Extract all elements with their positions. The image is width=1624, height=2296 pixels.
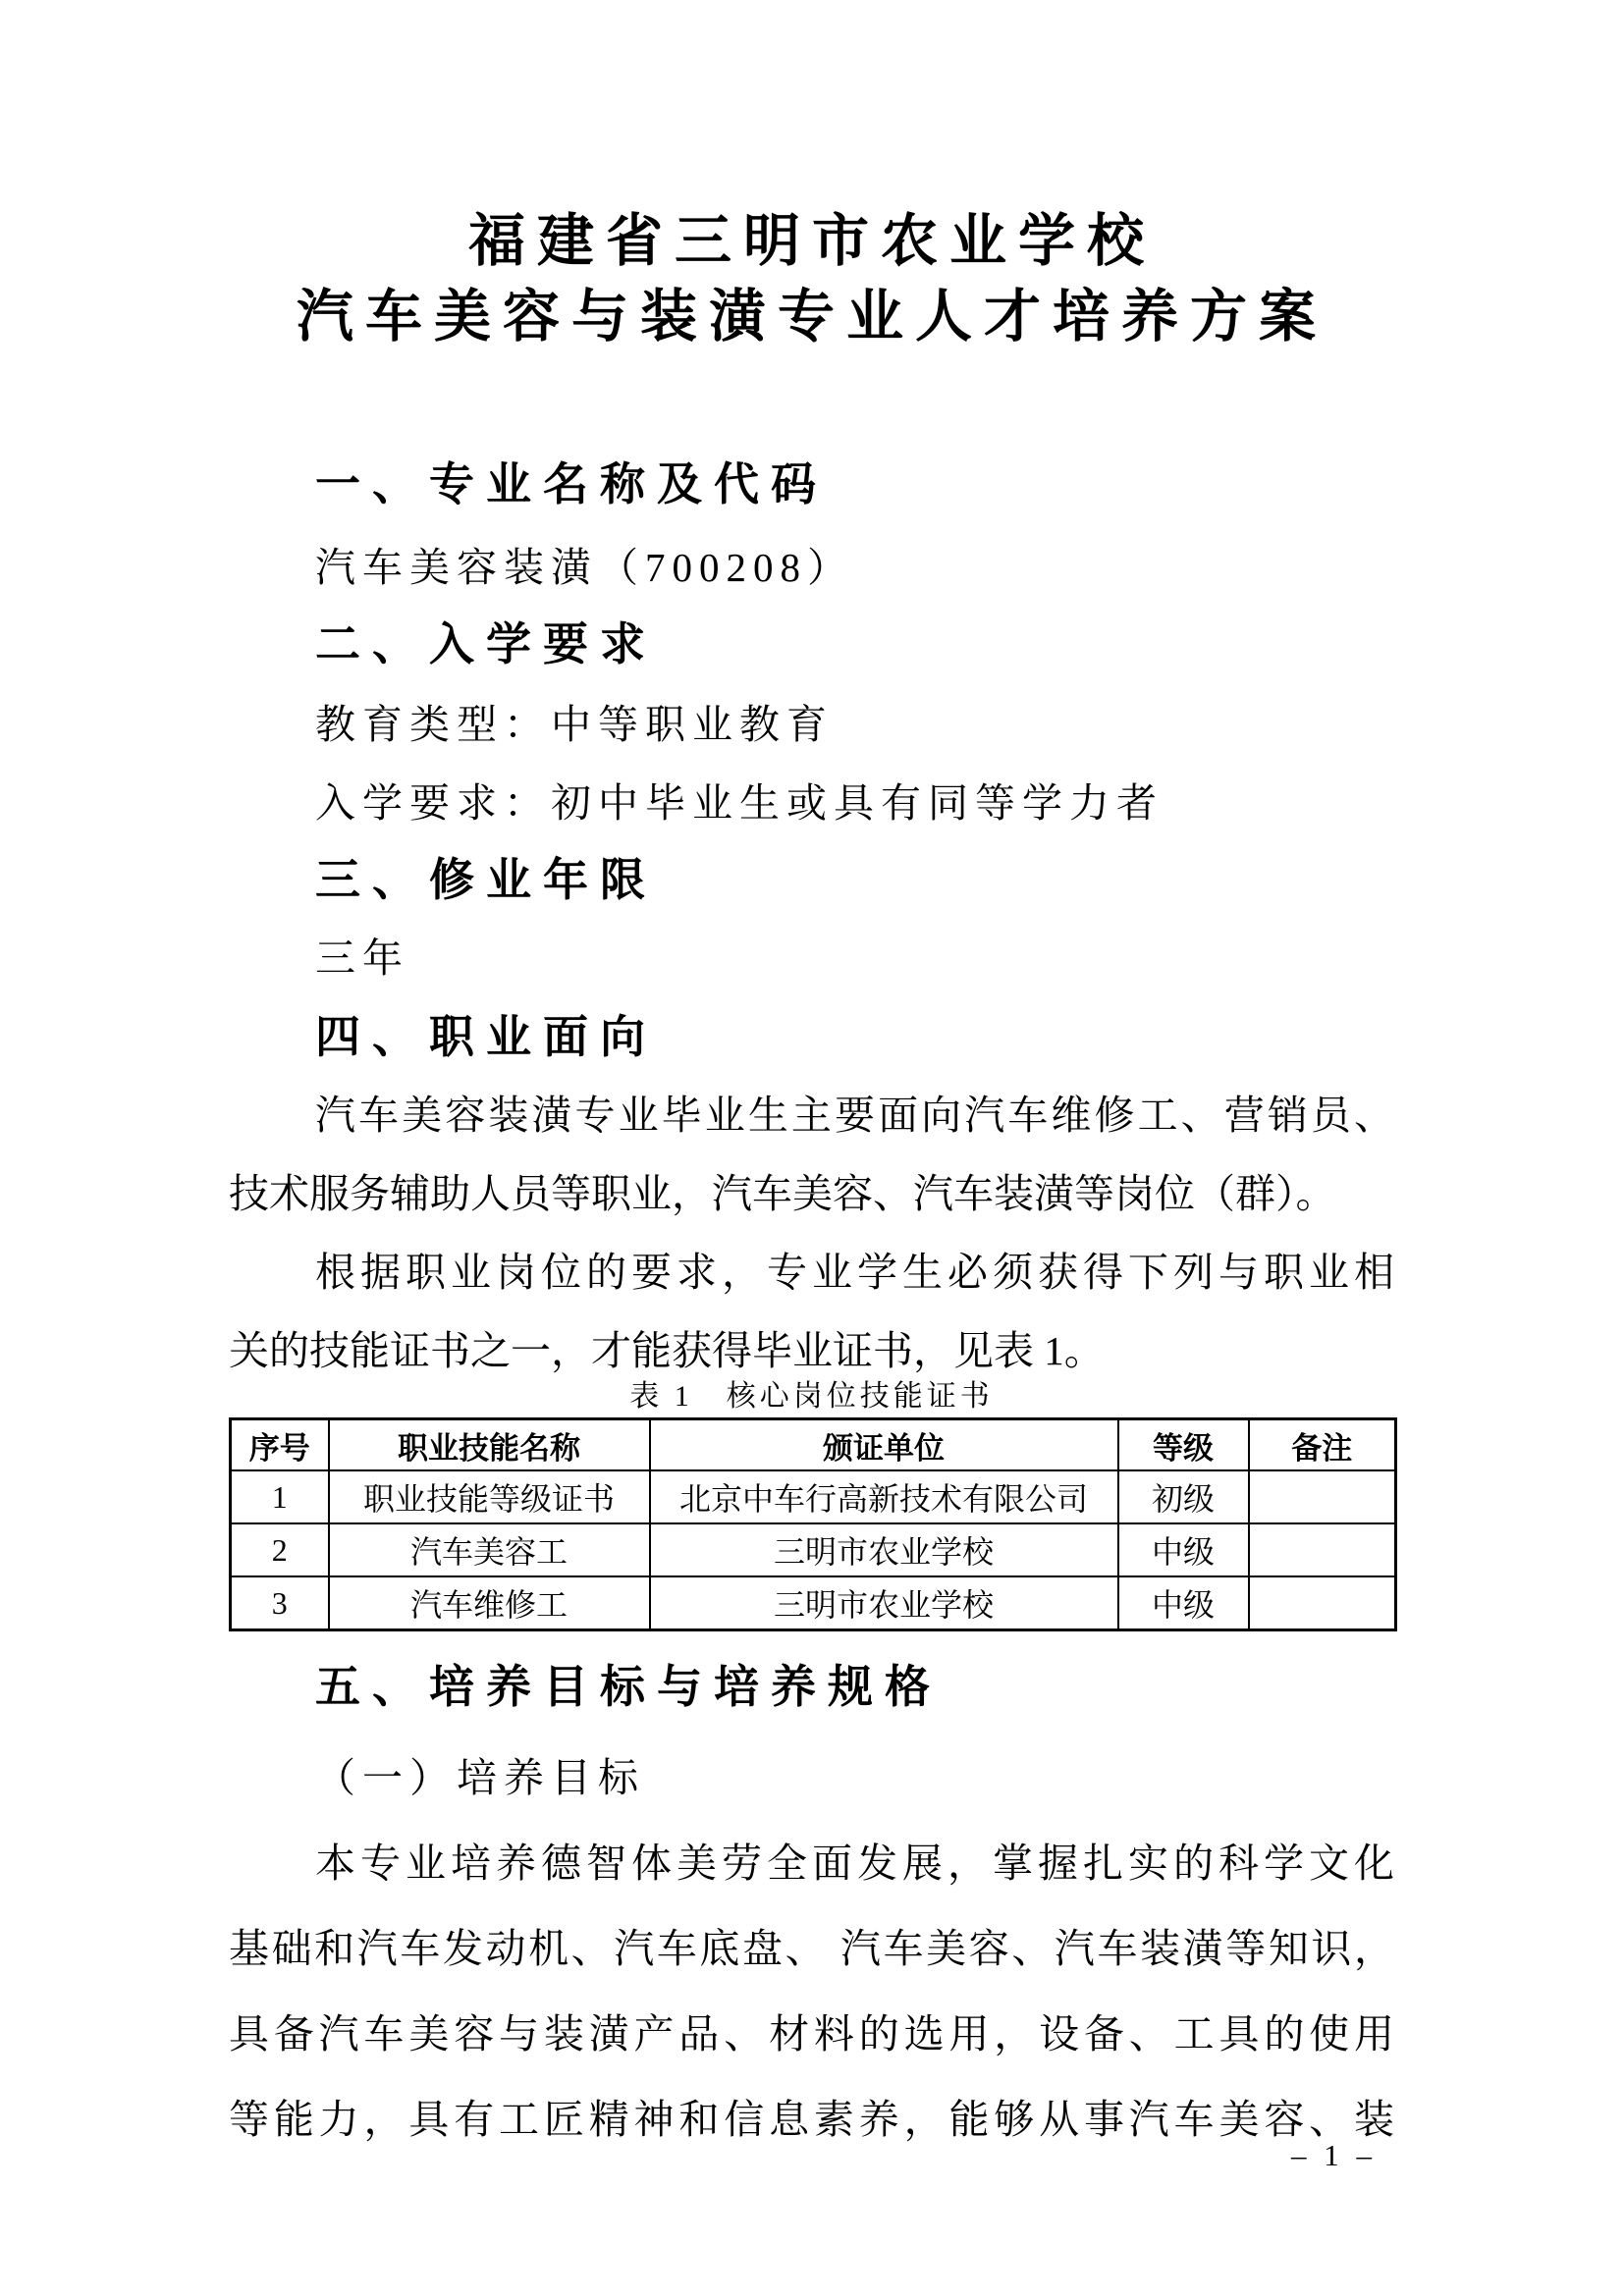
section-5-paragraph-line-1: 本专业培养德智体美劳全面发展，掌握扎实的科学文化 xyxy=(315,1841,1394,1886)
section-5-paragraph-line-3: 具备汽车美容与装潢产品、材料的选用，设备、工具的使用 xyxy=(229,2011,1394,2056)
doc-title-line-2: 汽车美容与装潢专业人才培养方案 xyxy=(296,285,1327,348)
table-header-issuer: 颁证单位 xyxy=(650,1419,1118,1471)
table-header-row xyxy=(231,1419,1396,1471)
table-cell-issuer: 三明市农业学校 xyxy=(650,1523,1118,1576)
section-4-paragraph-1-line-1: 汽车美容装潢专业毕业生主要面向汽车维修工、营销员、 xyxy=(315,1093,1394,1138)
table-cell-index: 3 xyxy=(231,1576,329,1630)
section-5-heading: 五、培养目标与培养规格 xyxy=(315,1662,942,1712)
section-4-heading: 四、职业面向 xyxy=(315,1012,657,1062)
table-cell-index: 1 xyxy=(231,1470,329,1523)
section-4-paragraph-2-line-2: 关的技能证书之一，才能获得毕业证书，见表 1。 xyxy=(229,1328,1105,1373)
table-row xyxy=(231,1470,1396,1523)
section-4-paragraph-1-line-2: 技术服务辅助人员等职业，汽车美容、汽车装潢等岗位（群）。 xyxy=(229,1171,1336,1216)
section-2-line-education-type: 教育类型：中等职业教育 xyxy=(315,702,834,747)
section-2-line-entry-requirement: 入学要求：初中毕业生或具有同等学力者 xyxy=(315,780,1164,826)
section-2-heading: 二、入学要求 xyxy=(315,619,657,669)
table-header-skill-name: 职业技能名称 xyxy=(329,1419,650,1471)
section-3-body: 三年 xyxy=(315,935,409,981)
table-header-index: 序号 xyxy=(231,1419,329,1471)
table-cell-level: 中级 xyxy=(1118,1576,1249,1630)
table-cell-level: 初级 xyxy=(1118,1470,1249,1523)
page-number: – 1 – xyxy=(1291,2138,1377,2172)
table-caption: 表 1 核心岗位技能证书 xyxy=(629,1380,994,1413)
table-header-remark: 备注 xyxy=(1249,1419,1396,1471)
certificate-table xyxy=(229,1417,1397,1631)
table-cell-remark xyxy=(1249,1576,1396,1630)
table-row xyxy=(231,1576,1396,1630)
table-cell-skill-name: 汽车维修工 xyxy=(329,1576,650,1630)
table-header-level: 等级 xyxy=(1118,1419,1249,1471)
table-cell-skill-name: 职业技能等级证书 xyxy=(329,1470,650,1523)
section-5-paragraph-line-2: 基础和汽车发动机、汽车底盘、 汽车美容、汽车装潢等知识， xyxy=(229,1926,1394,1971)
section-3-heading: 三、修业年限 xyxy=(315,855,657,905)
section-4-paragraph-2-line-1: 根据职业岗位的要求，专业学生必须获得下列与职业相 xyxy=(315,1250,1394,1295)
doc-title-line-1: 福建省三明市农业学校 xyxy=(467,209,1156,273)
table-row xyxy=(231,1523,1396,1576)
section-5-paragraph-line-4: 等能力，具有工匠精神和信息素养，能够从事汽车美容、装 xyxy=(229,2097,1394,2142)
table-cell-remark xyxy=(1249,1523,1396,1576)
table-cell-issuer: 三明市农业学校 xyxy=(650,1576,1118,1630)
section-1-body: 汽车美容装潢（700208） xyxy=(315,545,854,590)
table-cell-issuer: 北京中车行高新技术有限公司 xyxy=(650,1470,1118,1523)
table-cell-level: 中级 xyxy=(1118,1523,1249,1576)
table-cell-index: 2 xyxy=(231,1523,329,1576)
table-cell-skill-name: 汽车美容工 xyxy=(329,1523,650,1576)
section-5-subheading: （一）培养目标 xyxy=(315,1755,645,1800)
section-1-heading: 一、专业名称及代码 xyxy=(315,459,828,509)
table-cell-remark xyxy=(1249,1470,1396,1523)
